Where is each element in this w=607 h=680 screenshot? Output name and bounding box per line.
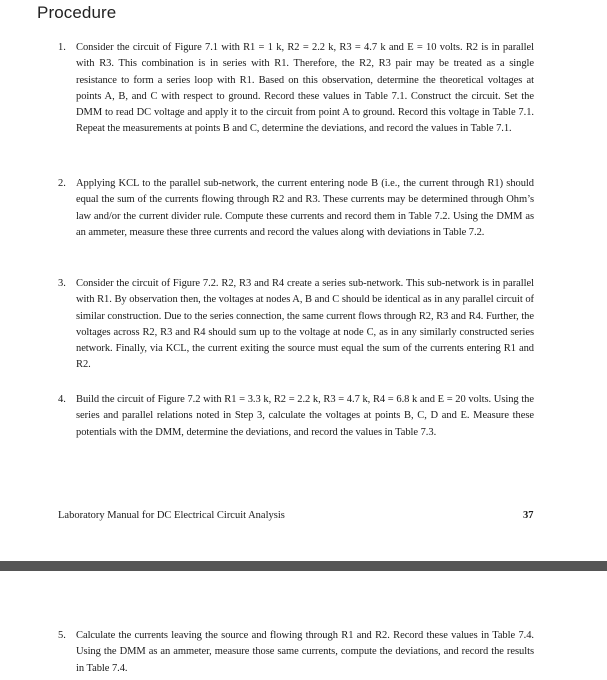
step-text: Consider the circuit of Figure 7.1 with R1 = 1 k, R2 = 2.2 k, R3 = 4.7 k and E = 10 volts. R2 is in parallel with R3. This combination is in series with R1. Therefore, the R2, R3 pair may be treated as a single resistance to form a series loop with R1. Based on this observation, determine the theoretical voltages at points A, B, and C with respect to ground. Record these values in Table 7.1. Construct the circuit. Set the DMM to read DC voltage and apply it to the circuit from point A to ground. Record this voltage in Table 7.1. Repeat the measurements at points B and C, determine the deviations, and record the values in Table 7.1.: [76, 42, 534, 135]
step-text: Build the circuit of Figure 7.2 with R1 = 3.3 k, R2 = 2.2 k, R3 = 4.7 k, R4 = 6.8 k and E = 20 volts. Using the series and parallel relations noted in Step 3, calculate the voltages at points B, C, D and E. Measure these potentials with the DMM, determine the deviations, and record the values in Table 7.3.: [76, 394, 534, 438]
step-number: 2.: [58, 178, 66, 189]
step-number: 1.: [58, 42, 66, 53]
step-text: Consider the circuit of Figure 7.2. R2, R3 and R4 create a series sub-network. This sub-network is in parallel with R1. By observation then, the voltages at nodes A, B and C should be identical as in any parallel circuit of similar construction. Due to the series connection, the same current flows through R2, R3 and R4. Further, the voltages across R2, R3 and R4 should sum up to the voltage at node C, as in any similarly constructed series network. Finally, via KCL, the current exiting the source must equal the sum of the currents entering R1 and R2.: [76, 278, 534, 371]
page-separator: [0, 561, 607, 571]
footer-book-title: Laboratory Manual for DC Electrical Circuit Analysis: [58, 510, 285, 521]
section-heading: Procedure: [37, 3, 117, 22]
step-text: Applying KCL to the parallel sub-network, the current entering node B (i.e., the current through R1) should equal the sum of the currents flowing through R2 and R3. These currents may be determined through Ohm’s law and/or the current divider rule. Compute these currents and record them in Table 7.2. Using the DMM as an ammeter, measure these three currents and record the values along with deviations in Table 7.2.: [76, 178, 534, 238]
step-text: Calculate the currents leaving the source and flowing through R1 and R2. Record these values in Table 7.4. Using the DMM as an ammeter, measure those same currents, compute the deviations, and record the results in Table 7.4.: [76, 630, 534, 674]
step-number: 4.: [58, 394, 66, 405]
step-number: 5.: [58, 630, 66, 641]
footer-page-number: 37: [523, 510, 534, 521]
step-number: 3.: [58, 278, 66, 289]
